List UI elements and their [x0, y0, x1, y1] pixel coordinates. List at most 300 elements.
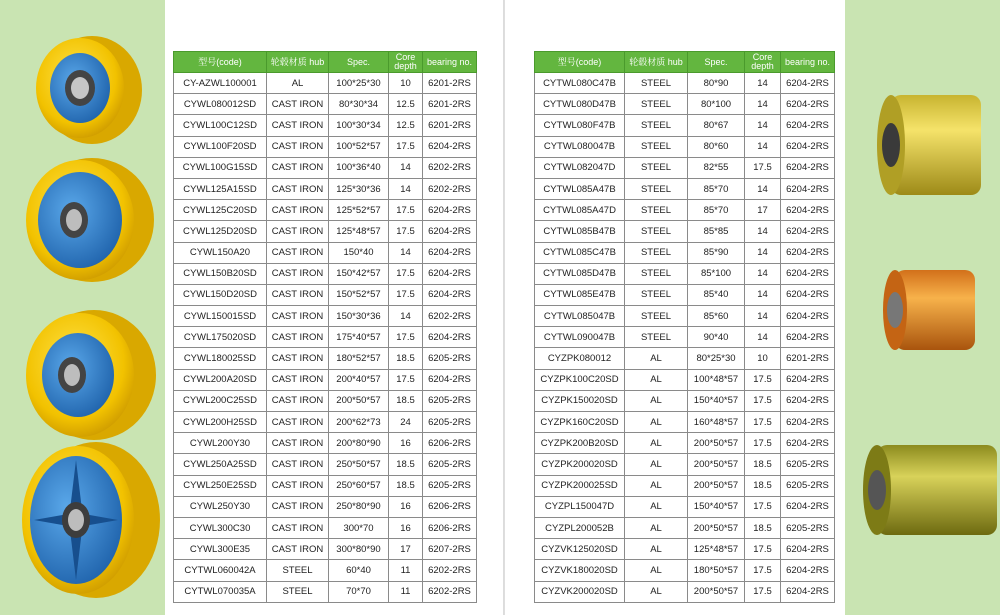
table-cell: 18.5: [389, 454, 423, 475]
right-spec-table: [534, 51, 835, 603]
table-cell: 85*60: [688, 306, 745, 327]
table-cell: STEEL: [267, 560, 329, 581]
table-cell: 14: [389, 306, 423, 327]
roller-orange-image: [883, 270, 975, 350]
table-cell: 300*80*90: [329, 539, 389, 560]
table-cell: CAST IRON: [267, 263, 329, 284]
table-cell: 10: [745, 348, 781, 369]
table-cell: CYWL125C20SD: [174, 200, 267, 221]
table-row: [174, 560, 477, 581]
table-row: [535, 136, 835, 157]
table-cell: 6202-2RS: [423, 560, 477, 581]
table-row: [174, 284, 477, 305]
column-header: 轮毂材质 hub: [267, 52, 329, 73]
table-cell: 85*70: [688, 200, 745, 221]
table-cell: 6204-2RS: [781, 390, 835, 411]
table-cell: 17.5: [389, 200, 423, 221]
table-cell: 82*55: [688, 157, 745, 178]
table-cell: AL: [625, 369, 688, 390]
table-cell: CYZPK100C20SD: [535, 369, 625, 390]
right-table-body: [535, 73, 835, 603]
table-cell: 6204-2RS: [781, 412, 835, 433]
table-cell: 14: [389, 178, 423, 199]
table-cell: CYWL200H25SD: [174, 412, 267, 433]
table-cell: CYTWL085A47B: [535, 178, 625, 199]
table-cell: CYTWL080D47B: [535, 94, 625, 115]
table-cell: CAST IRON: [267, 178, 329, 199]
table-cell: 250*80*90: [329, 496, 389, 517]
table-cell: 17.5: [389, 221, 423, 242]
table-row: [535, 517, 835, 538]
column-header: 轮毂材质 hub: [625, 52, 688, 73]
table-cell: CYTWL080047B: [535, 136, 625, 157]
table-cell: 6204-2RS: [781, 560, 835, 581]
table-row: [174, 390, 477, 411]
table-cell: AL: [625, 517, 688, 538]
table-cell: 6204-2RS: [781, 115, 835, 136]
table-cell: 6205-2RS: [781, 475, 835, 496]
table-cell: STEEL: [267, 581, 329, 602]
table-cell: 18.5: [745, 454, 781, 475]
table-cell: CYWL200A20SD: [174, 369, 267, 390]
table-cell: 17.5: [745, 496, 781, 517]
table-cell: STEEL: [625, 157, 688, 178]
table-row: [174, 581, 477, 602]
table-cell: 6202-2RS: [423, 306, 477, 327]
table-cell: 14: [745, 306, 781, 327]
table-cell: 6204-2RS: [781, 136, 835, 157]
table-cell: 6204-2RS: [781, 284, 835, 305]
table-cell: CAST IRON: [267, 94, 329, 115]
table-cell: 200*50*57: [688, 581, 745, 602]
table-cell: 6204-2RS: [781, 539, 835, 560]
table-row: [174, 242, 477, 263]
table-cell: 14: [745, 73, 781, 94]
table-row: [174, 136, 477, 157]
table-cell: 6204-2RS: [423, 284, 477, 305]
table-cell: 18.5: [389, 390, 423, 411]
table-cell: 14: [745, 221, 781, 242]
table-cell: CYZPL150047D: [535, 496, 625, 517]
table-cell: AL: [625, 348, 688, 369]
table-cell: CYWL200Y30: [174, 433, 267, 454]
column-header: Core depth: [745, 52, 781, 73]
page-spine: [503, 0, 505, 615]
table-cell: CYZPK160C20SD: [535, 412, 625, 433]
table-cell: STEEL: [625, 284, 688, 305]
table-cell: STEEL: [625, 306, 688, 327]
table-row: [535, 475, 835, 496]
table-cell: CYWL180025SD: [174, 348, 267, 369]
table-cell: 6204-2RS: [781, 263, 835, 284]
table-cell: 6205-2RS: [423, 412, 477, 433]
table-cell: CYWL300C30: [174, 517, 267, 538]
table-cell: 85*90: [688, 242, 745, 263]
table-cell: AL: [625, 539, 688, 560]
table-cell: CYWL100F20SD: [174, 136, 267, 157]
table-cell: 6201-2RS: [781, 348, 835, 369]
table-cell: 6204-2RS: [423, 200, 477, 221]
table-cell: 17: [389, 539, 423, 560]
table-cell: STEEL: [625, 115, 688, 136]
table-cell: 150*52*57: [329, 284, 389, 305]
table-cell: CYTWL085E47B: [535, 284, 625, 305]
table-cell: STEEL: [625, 178, 688, 199]
table-cell: 200*50*57: [688, 475, 745, 496]
table-cell: CAST IRON: [267, 115, 329, 136]
table-cell: CAST IRON: [267, 348, 329, 369]
table-cell: CAST IRON: [267, 539, 329, 560]
table-row: [535, 369, 835, 390]
table-row: [535, 221, 835, 242]
table-row: [535, 242, 835, 263]
table-cell: 150*40*57: [688, 496, 745, 517]
table-cell: CAST IRON: [267, 496, 329, 517]
table-cell: 6204-2RS: [781, 369, 835, 390]
table-cell: 70*70: [329, 581, 389, 602]
table-cell: 11: [389, 581, 423, 602]
table-cell: 6204-2RS: [781, 433, 835, 454]
table-cell: CYZPK200B20SD: [535, 433, 625, 454]
table-cell: CYWL100C12SD: [174, 115, 267, 136]
table-cell: 160*48*57: [688, 412, 745, 433]
table-cell: CYWL250E25SD: [174, 475, 267, 496]
table-cell: CYZPK200020SD: [535, 454, 625, 475]
table-row: [535, 581, 835, 602]
wheel-blue-hub-spoked-image: [22, 442, 160, 598]
table-cell: 14: [745, 115, 781, 136]
table-row: [174, 327, 477, 348]
table-row: [535, 94, 835, 115]
table-cell: CYZVK200020SD: [535, 581, 625, 602]
table-row: [535, 178, 835, 199]
table-cell: AL: [625, 433, 688, 454]
table-cell: CAST IRON: [267, 157, 329, 178]
table-cell: 6204-2RS: [781, 221, 835, 242]
table-cell: 150*42*57: [329, 263, 389, 284]
table-cell: 6204-2RS: [423, 327, 477, 348]
table-cell: 6204-2RS: [781, 242, 835, 263]
table-cell: 24: [389, 412, 423, 433]
table-cell: CYZVK180020SD: [535, 560, 625, 581]
table-cell: CYTWL085D47B: [535, 263, 625, 284]
table-row: [535, 115, 835, 136]
table-cell: CAST IRON: [267, 306, 329, 327]
table-cell: 200*80*90: [329, 433, 389, 454]
table-cell: 80*25*30: [688, 348, 745, 369]
table-cell: 85*85: [688, 221, 745, 242]
table-row: [535, 454, 835, 475]
roller-olive-green-image: [863, 445, 997, 535]
table-cell: 14: [745, 136, 781, 157]
table-row: [174, 348, 477, 369]
table-cell: 150*30*36: [329, 306, 389, 327]
table-cell: 200*50*57: [688, 454, 745, 475]
table-cell: 80*90: [688, 73, 745, 94]
table-cell: CYZPK200025SD: [535, 475, 625, 496]
table-cell: CYWL150D20SD: [174, 284, 267, 305]
table-cell: CYTWL070035A: [174, 581, 267, 602]
table-cell: CAST IRON: [267, 242, 329, 263]
table-cell: STEEL: [625, 136, 688, 157]
table-cell: 125*30*36: [329, 178, 389, 199]
table-cell: 12.5: [389, 94, 423, 115]
table-row: [535, 284, 835, 305]
table-cell: CAST IRON: [267, 475, 329, 496]
table-cell: CYWL150A20: [174, 242, 267, 263]
table-cell: 6206-2RS: [423, 433, 477, 454]
table-cell: 17.5: [745, 560, 781, 581]
table-cell: 180*52*57: [329, 348, 389, 369]
table-cell: 6204-2RS: [781, 327, 835, 348]
table-cell: 125*48*57: [329, 221, 389, 242]
table-cell: 80*67: [688, 115, 745, 136]
table-cell: CYWL300E35: [174, 539, 267, 560]
table-cell: 14: [745, 94, 781, 115]
table-cell: CAST IRON: [267, 454, 329, 475]
table-cell: CAST IRON: [267, 284, 329, 305]
table-cell: 14: [745, 242, 781, 263]
table-cell: 14: [389, 157, 423, 178]
table-row: [174, 263, 477, 284]
table-row: [535, 157, 835, 178]
table-cell: 6206-2RS: [423, 496, 477, 517]
table-cell: STEEL: [625, 263, 688, 284]
table-cell: STEEL: [625, 221, 688, 242]
table-cell: 80*100: [688, 94, 745, 115]
table-cell: 10: [389, 73, 423, 94]
table-cell: CYTWL080C47B: [535, 73, 625, 94]
table-cell: 14: [745, 178, 781, 199]
table-cell: 6201-2RS: [423, 115, 477, 136]
table-cell: CYTWL090047B: [535, 327, 625, 348]
table-cell: 200*62*73: [329, 412, 389, 433]
table-row: [535, 412, 835, 433]
table-cell: 6205-2RS: [423, 390, 477, 411]
column-header: Core depth: [389, 52, 423, 73]
table-cell: 6201-2RS: [423, 73, 477, 94]
table-cell: 6204-2RS: [781, 178, 835, 199]
column-header: Spec.: [329, 52, 389, 73]
table-row: [535, 200, 835, 221]
table-row: [174, 157, 477, 178]
table-cell: CYZPK080012: [535, 348, 625, 369]
table-cell: 18.5: [745, 517, 781, 538]
table-cell: 17.5: [389, 284, 423, 305]
table-cell: CYWL125D20SD: [174, 221, 267, 242]
table-cell: CYTWL085C47B: [535, 242, 625, 263]
table-cell: CYWL250A25SD: [174, 454, 267, 475]
header-row: [174, 52, 477, 73]
table-row: [174, 433, 477, 454]
table-cell: 17.5: [389, 369, 423, 390]
table-cell: 200*50*57: [329, 390, 389, 411]
table-cell: AL: [267, 73, 329, 94]
table-cell: 17: [745, 200, 781, 221]
table-cell: 6201-2RS: [423, 94, 477, 115]
table-cell: CYWL175020SD: [174, 327, 267, 348]
table-cell: 6205-2RS: [423, 475, 477, 496]
header-row: [535, 52, 835, 73]
table-cell: 85*70: [688, 178, 745, 199]
table-cell: 6202-2RS: [423, 581, 477, 602]
table-cell: 80*30*34: [329, 94, 389, 115]
table-cell: 6207-2RS: [423, 539, 477, 560]
table-cell: 100*30*34: [329, 115, 389, 136]
left-wheel-images: [20, 30, 160, 610]
table-cell: 6204-2RS: [781, 581, 835, 602]
table-cell: AL: [625, 496, 688, 517]
table-cell: CAST IRON: [267, 136, 329, 157]
table-cell: 100*52*57: [329, 136, 389, 157]
table-cell: 14: [745, 284, 781, 305]
table-row: [174, 73, 477, 94]
table-row: [174, 369, 477, 390]
table-cell: 6204-2RS: [423, 242, 477, 263]
column-header: Spec.: [688, 52, 745, 73]
table-cell: 200*50*57: [688, 433, 745, 454]
table-cell: AL: [625, 454, 688, 475]
table-cell: CYTWL060042A: [174, 560, 267, 581]
table-cell: 16: [389, 517, 423, 538]
table-cell: 17.5: [745, 369, 781, 390]
table-cell: 6202-2RS: [423, 157, 477, 178]
table-cell: 6204-2RS: [781, 200, 835, 221]
table-cell: 6204-2RS: [781, 496, 835, 517]
table-cell: 17.5: [745, 539, 781, 560]
table-row: [535, 263, 835, 284]
table-cell: 17.5: [745, 390, 781, 411]
table-cell: 200*50*57: [688, 517, 745, 538]
table-cell: 18.5: [389, 348, 423, 369]
table-cell: STEEL: [625, 327, 688, 348]
table-cell: AL: [625, 560, 688, 581]
table-cell: AL: [625, 581, 688, 602]
table-row: [535, 306, 835, 327]
table-row: [535, 73, 835, 94]
table-cell: CYTWL082047D: [535, 157, 625, 178]
table-cell: 6204-2RS: [423, 369, 477, 390]
table-cell: 14: [745, 327, 781, 348]
table-cell: CYTWL080F47B: [535, 115, 625, 136]
table-cell: 100*48*57: [688, 369, 745, 390]
table-cell: 200*40*57: [329, 369, 389, 390]
table-cell: CAST IRON: [267, 200, 329, 221]
table-cell: 17.5: [745, 433, 781, 454]
table-row: [535, 560, 835, 581]
table-cell: 100*25*30: [329, 73, 389, 94]
table-cell: 250*60*57: [329, 475, 389, 496]
table-row: [174, 412, 477, 433]
table-cell: 85*100: [688, 263, 745, 284]
column-header: bearing no.: [781, 52, 835, 73]
table-row: [535, 496, 835, 517]
table-cell: 17.5: [745, 581, 781, 602]
table-cell: 85*40: [688, 284, 745, 305]
table-cell: 17.5: [389, 263, 423, 284]
table-cell: 125*48*57: [688, 539, 745, 560]
table-cell: CYWL200C25SD: [174, 390, 267, 411]
table-cell: CYWL150B20SD: [174, 263, 267, 284]
table-cell: STEEL: [625, 73, 688, 94]
column-header: bearing no.: [423, 52, 477, 73]
table-cell: STEEL: [625, 200, 688, 221]
table-cell: CAST IRON: [267, 390, 329, 411]
table-cell: 6204-2RS: [423, 221, 477, 242]
table-cell: 17.5: [745, 157, 781, 178]
table-cell: 125*52*57: [329, 200, 389, 221]
table-cell: CYWL080012SD: [174, 94, 267, 115]
table-cell: CYTWL085A47D: [535, 200, 625, 221]
table-row: [174, 496, 477, 517]
table-cell: 14: [745, 263, 781, 284]
table-cell: CYWL100G15SD: [174, 157, 267, 178]
table-cell: CAST IRON: [267, 369, 329, 390]
table-cell: 11: [389, 560, 423, 581]
table-row: [174, 94, 477, 115]
wheel-blue-hub-medium-image: [26, 158, 154, 282]
table-cell: 60*40: [329, 560, 389, 581]
table-cell: 6205-2RS: [423, 454, 477, 475]
column-header: 型号(code): [535, 52, 625, 73]
table-cell: AL: [625, 390, 688, 411]
left-table-body: [174, 73, 477, 603]
table-cell: 17.5: [389, 327, 423, 348]
table-cell: 180*50*57: [688, 560, 745, 581]
table-cell: 6206-2RS: [423, 517, 477, 538]
table-cell: 80*60: [688, 136, 745, 157]
table-row: [174, 115, 477, 136]
column-header: 型号(code): [174, 52, 267, 73]
table-cell: CY-AZWL100001: [174, 73, 267, 94]
table-cell: 250*50*57: [329, 454, 389, 475]
table-cell: 6202-2RS: [423, 178, 477, 199]
roller-yellow-image: [877, 95, 981, 195]
right-table-header: [535, 52, 835, 73]
table-cell: 16: [389, 496, 423, 517]
table-cell: 6204-2RS: [781, 306, 835, 327]
table-row: [174, 221, 477, 242]
table-cell: CAST IRON: [267, 221, 329, 242]
table-cell: 90*40: [688, 327, 745, 348]
table-cell: CYZVK125020SD: [535, 539, 625, 560]
table-cell: STEEL: [625, 94, 688, 115]
table-cell: CYZPK150020SD: [535, 390, 625, 411]
table-cell: 17.5: [389, 136, 423, 157]
table-cell: 16: [389, 433, 423, 454]
table-cell: 6204-2RS: [423, 263, 477, 284]
table-cell: CAST IRON: [267, 433, 329, 454]
table-row: [535, 327, 835, 348]
table-cell: 6205-2RS: [423, 348, 477, 369]
table-cell: CYWL250Y30: [174, 496, 267, 517]
table-cell: CYTWL085047B: [535, 306, 625, 327]
table-cell: 14: [389, 242, 423, 263]
table-cell: 6205-2RS: [781, 454, 835, 475]
table-row: [174, 178, 477, 199]
table-row: [174, 454, 477, 475]
table-cell: 12.5: [389, 115, 423, 136]
table-cell: 6204-2RS: [781, 157, 835, 178]
table-row: [535, 539, 835, 560]
right-roller-images: [855, 95, 1000, 535]
table-cell: CYZPL200052B: [535, 517, 625, 538]
wheel-blue-hub-large-image: [26, 310, 156, 440]
table-cell: 100*36*40: [329, 157, 389, 178]
table-cell: 6204-2RS: [781, 73, 835, 94]
table-row: [174, 200, 477, 221]
table-cell: 150*40*57: [688, 390, 745, 411]
